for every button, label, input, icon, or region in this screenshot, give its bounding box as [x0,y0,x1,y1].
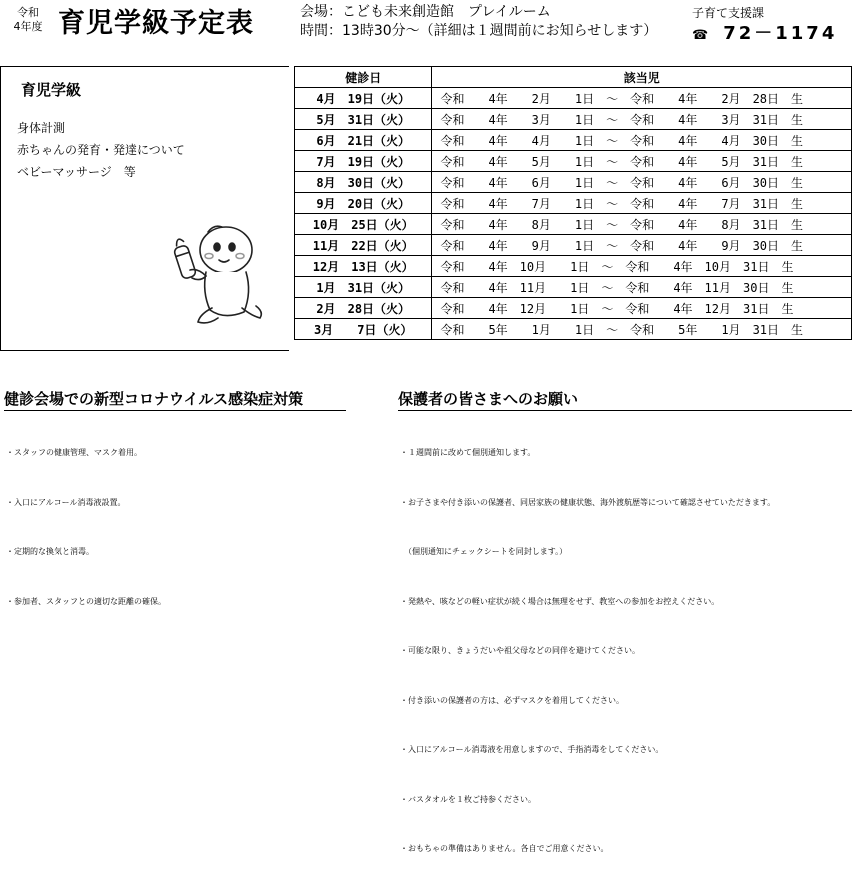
table-row [295,256,852,277]
exam-date: 3月 7日（火） [295,319,432,340]
list-item: ・入口にアルコール消毒液を用意しますので、手指消毒をしてください。 [400,745,664,754]
list-item: （個別通知にチェックシートを同封します。） [400,547,568,556]
time: 時間：13時30分～（詳細は１週間前にお知らせします） [300,23,658,39]
eligible-range: 令和 4年 3月 1日 ～ 令和 4年 3月 31日 生 [432,109,852,130]
exam-date: 12月 13日（火） [295,256,432,277]
page-title: 育児学級予定表 [58,8,254,39]
table-header-row [295,67,852,88]
table-row [295,130,852,151]
table-row [295,214,852,235]
list-item: ・お子さまや付き添いの保護者、同居家族の健康状態、海外渡航歴等について確認させていただきます。 [400,497,776,507]
schedule-table [294,66,852,340]
phone-number [692,19,837,45]
class-item: ベビーマッサージ 等 [17,165,136,179]
column-header-eligible: 該当児 [432,67,852,88]
table-row [295,193,852,214]
table-row [295,88,852,109]
exam-date: 7月 19日（火） [295,151,432,172]
table-row [295,151,852,172]
covid-measures-list [6,412,166,627]
era-label [8,6,48,34]
exam-date: 8月 30日（火） [295,172,432,193]
eligible-range: 令和 4年 4月 1日 ～ 令和 4年 4月 30日 生 [432,130,852,151]
eligible-range: 令和 4年 7月 1日 ～ 令和 4年 7月 31日 生 [432,193,852,214]
list-item: ・参加者、スタッフとの適切な距離の確保。 [6,596,166,606]
list-item: ・入口にアルコール消毒液設置。 [6,497,126,507]
exam-date: 5月 31日（火） [295,109,432,130]
eligible-range: 令和 4年 5月 1日 ～ 令和 4年 5月 31日 生 [432,151,852,172]
baby-with-bottle-illustration [168,220,270,325]
table-row [295,109,852,130]
class-item: 赤ちゃんの発育・発達について [17,143,185,157]
exam-date: 6月 21日（火） [295,130,432,151]
exam-date: 9月 20日（火） [295,193,432,214]
class-items [17,117,185,183]
exam-date: 2月 28日（火） [295,298,432,319]
list-item: ・定期的な換気と消毒。 [6,547,94,556]
list-item: ・おもちゃの準備はありません。各自でご用意ください。 [400,844,609,853]
eligible-range: 令和 4年 10月 1日 ～ 令和 4年 10月 31日 生 [432,256,852,277]
list-item: ・可能な限り、きょうだいや祖父母などの同伴を避けてください。 [400,646,640,655]
list-item: ・バスタオルを１枚ご持参ください。 [400,794,536,804]
guardian-requests-list [400,412,775,874]
venue: 会場：こども未来創造館 プレイルーム [300,4,551,20]
list-item: ・スタッフの健康管理、マスク着用。 [6,448,142,457]
list-item: ・１週間前に改めて個別通知します。 [400,448,536,457]
eligible-range: 令和 4年 11月 1日 ～ 令和 4年 11月 30日 生 [432,277,852,298]
exam-date: 10月 25日（火） [295,214,432,235]
phone-icon: ☎ [692,28,712,43]
table-row [295,235,852,256]
list-item: ・付き添いの保護者の方は、必ずマスクを着用してください。 [400,695,624,705]
era: 令和 [17,6,39,19]
class-heading: 育児学級 [21,81,82,99]
fiscal-year: 4年度 [13,20,43,33]
eligible-range: 令和 4年 6月 1日 ～ 令和 4年 6月 30日 生 [432,172,852,193]
exam-date: 11月 22日（火） [295,235,432,256]
eligible-range: 令和 4年 9月 1日 ～ 令和 4年 9月 30日 生 [432,235,852,256]
eligible-range: 令和 4年 8月 1日 ～ 令和 4年 8月 31日 生 [432,214,852,235]
phone-value: 72－1174 [723,23,838,44]
guardian-requests-heading: 保護者の皆さまへのお願い [398,388,852,411]
table-row [295,319,852,340]
eligible-range: 令和 5年 1月 1日 ～ 令和 5年 1月 31日 生 [432,319,852,340]
covid-measures-heading: 健診会場での新型コロナウイルス感染症対策 [4,388,346,411]
table-row [295,298,852,319]
venue-info [300,3,657,41]
eligible-range: 令和 4年 12月 1日 ～ 令和 4年 12月 31日 生 [432,298,852,319]
table-row [295,172,852,193]
list-item: ・発熱や、咳などの軽い症状が続く場合は無理をせず、教室への参加をお控えください。 [400,596,720,606]
eligible-range: 令和 4年 2月 1日 ～ 令和 4年 2月 28日 生 [432,88,852,109]
exam-date: 4月 19日（火） [295,88,432,109]
department: 子育て支援課 [692,6,765,20]
class-item: 身体計測 [17,121,66,135]
column-header-date: 健診日 [295,67,432,88]
table-row [295,277,852,298]
exam-date: 1月 31日（火） [295,277,432,298]
